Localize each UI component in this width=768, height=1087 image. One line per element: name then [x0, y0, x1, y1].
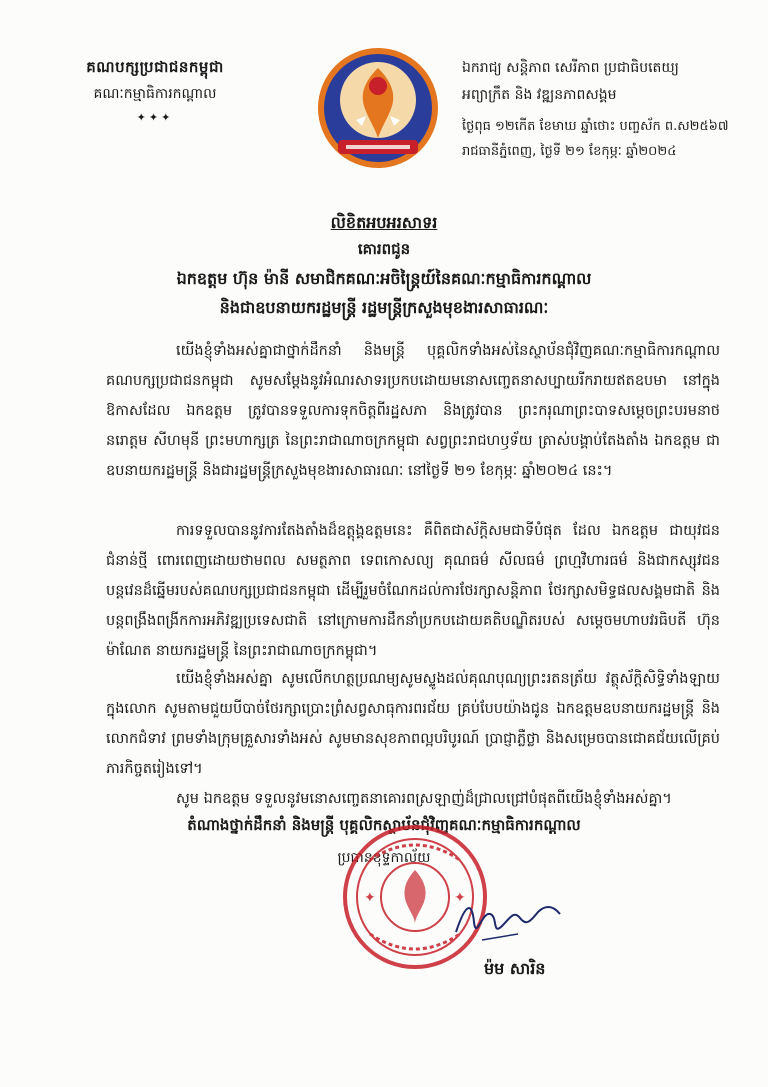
signer-name: ម៉ម សារិន	[484, 959, 546, 978]
party-name: គណបក្សប្រជាជនកម្ពុជា	[86, 58, 224, 76]
national-motto-2: អព្យាក្រឹត និង វឌ្ឍនភាពសង្គម	[462, 87, 617, 103]
paragraph-3	[106, 664, 720, 784]
paragraph-3-text: យើងខ្ញុំទាំងអស់គ្នា សូមលើកហត្ថប្រណម្យសូមស្ទូងដល់គុណបុណ្យព្រះរតនត្រ័យ វត្ថុស័ក្តិសិទ្ធិទាំងឡាយក្នុងលោក សូមតាមជួយបីបាច់ថែរក្សាប្រោះព្រំសព្វសាធុការពរជ័យ គ្រប់បែបយ៉ាងជូន ឯកឧត្តមឧបនាយករដ្ឋមន្ត្រី និង លោកជំទាវ ព្រមទាំងក្រុមគ្រួសារទាំងអស់ សូមមានសុខភាពល្អបរិបូរណ៍ ប្រាជ្ញាភ្លឺថ្លា និងសម្រេចបានជោគជ័យលើគ្រប់ភារកិច្ចតរៀងទៅ។	[106, 671, 720, 777]
paragraph-1	[106, 336, 720, 486]
letter-title: លិខិតអបអរសាទរ	[330, 213, 438, 232]
solar-date: រាជធានីភ្នំពេញ, ថ្ងៃទី ២១ ខែកុម្ភៈ ឆ្នាំ២០២៤	[462, 144, 677, 159]
national-motto: ឯករាជ្យ សន្តិភាព សេរីភាព ប្រជាធិបតេយ្យ	[462, 60, 679, 76]
paragraph-4	[106, 784, 720, 814]
paragraph-2-text: ការទទួលបាននូវការតែងតាំងដ៏ឧត្តុង្គឧត្តមនេះ គឺពិតជាស័ក្តិសមជាទីបំផុត ដែល ឯកឧត្តម ជាយុវជនជំនាន់ថ្មី ពោរពេញដោយថាមពល សមត្ថភាព ទេពកោសល្យ គុណធម៌ សីលធម៌ ព្រហ្មវិហារធម៌ និងជាកស្សុវជនបន្តវេនដ៏ឆ្នើមរបស់គណបក្សប្រជាជនកម្ពុជា ដើម្បីរួមចំណែកដល់ការថែរក្សាសន្តិភាព ថែរក្សាសមិទ្ធផលសង្គមជាតិ និងបន្តពង្រឹងពង្រីកការអភិវឌ្ឍប្រទេសជាតិ នៅក្រោមការដឹកនាំប្រកបដោយគតិបណ្ឌិតរបស់ សម្តេចមហាបវរធិបតី ហ៊ុន ម៉ាណែត នាយករដ្ឋមន្ត្រី នៃព្រះរាជាណាចក្រកម្ពុជា។	[106, 523, 720, 659]
cpp-emblem-icon	[316, 46, 440, 170]
svg-text:✦: ✦	[364, 890, 376, 906]
signature-icon	[448, 892, 568, 952]
paragraph-4-text: សូម ឯកឧត្តម ទទួលនូវមនោសញ្ចេតនាគោរពស្រឡាញ់ដ៏ជ្រាលជ្រៅបំផុតពីយើងខ្ញុំទាំងអស់គ្នា។	[176, 791, 672, 807]
paragraph-2	[106, 516, 720, 666]
salutation: គោរពជូន	[357, 240, 411, 258]
letterhead-left	[40, 58, 270, 124]
committee-name: គណៈកម្មាធិការកណ្តាល	[93, 86, 217, 102]
svg-text:✦: ✦	[454, 890, 466, 906]
recipient-line: ឯកឧត្តម ហ៊ុន ម៉ានី សមាជិកគណៈអចិន្ត្រៃយ៍នៃគណៈកម្មាធិការកណ្តាល	[176, 269, 592, 288]
letterhead-right	[462, 58, 752, 162]
ornament-divider: ✦✦✦	[136, 111, 174, 124]
closing-representative: តំណាងថ្នាក់ដឹកនាំ និងមន្ត្រី បុគ្គលិកស្ថាប័នជុំវិញគណៈកម្មាធិការកណ្តាល	[187, 816, 581, 834]
recipient-title-line: និងជាឧបនាយករដ្ឋមន្ត្រី រដ្ឋមន្ត្រីក្រសួងមុខងារសាធារណៈ	[219, 298, 549, 317]
lunar-date: ថ្ងៃពុធ ១២កើត ខែមាឃ ឆ្នាំថោះ បញ្ចស័ក ព.ស២៥៦៧	[462, 119, 729, 134]
paragraph-1-text: យើងខ្ញុំទាំងអស់គ្នាជាថ្នាក់ដឹកនាំ និងមន្ត្រី បុគ្គលិកទាំងអស់នៃស្ថាប័នជុំវិញគណៈកម្មាធិការកណ្តាល គណបក្សប្រជាជនកម្ពុជា សូមសម្តែងនូវអំណរសាទរប្រកបដោយមនោសញ្ចេតនាសប្បាយរីករាយឥតឧបមា នៅក្នុងឱកាសដែល ឯកឧត្តម ត្រូវបានទទួលការទុកចិត្តពីរដ្ឋសភា និងត្រូវបាន ព្រះករុណាព្រះបាទសម្តេចព្រះបរមនាថ នរោត្តម សីហមុនី ព្រះមហាក្សត្រ នៃព្រះរាជាណាចក្រកម្ពុជា សព្វព្រះរាជហឫទ័យ ត្រាស់បង្គាប់តែងតាំង ឯកឧត្តម ជា ឧបនាយករដ្ឋមន្ត្រី និងជារដ្ឋមន្ត្រីក្រសួងមុខងារសាធារណៈ នៅថ្ងៃទី ២១ ខែកុម្ភៈ ឆ្នាំ២០២៤ នេះ។	[106, 343, 720, 479]
closing-position: ប្រធានខុទ្ទកាល័យ	[337, 850, 431, 866]
